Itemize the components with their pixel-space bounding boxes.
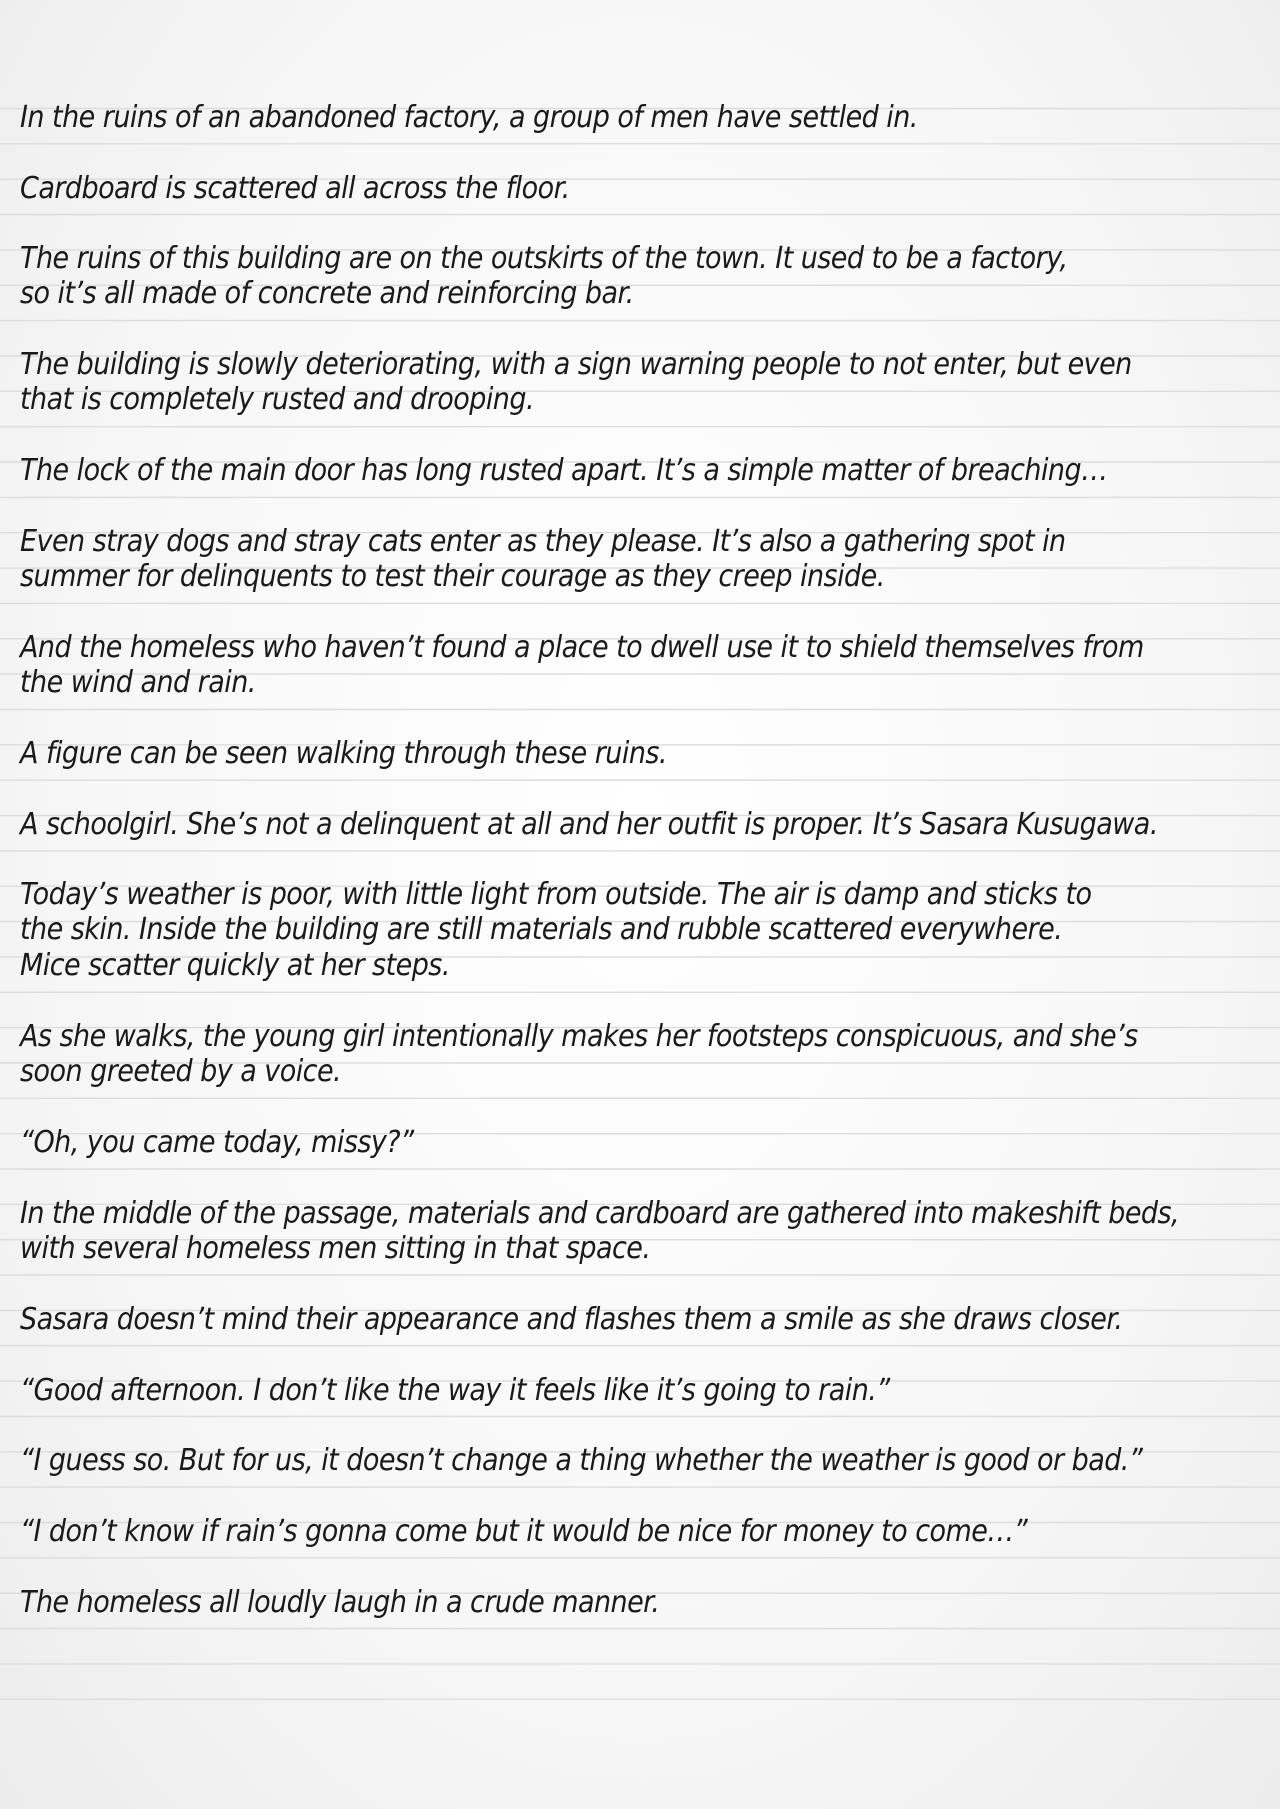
text-line: Cardboard is scattered all across the floor.	[20, 171, 570, 206]
paragraph	[20, 241, 1145, 312]
paragraph	[20, 453, 1145, 488]
text-line: so it’s all made of concrete and reinforcing bar.	[20, 276, 634, 312]
text-line: that is completely rusted and drooping.	[20, 382, 535, 418]
text-line: summer for delinquents to test their courage as they creep inside.	[20, 559, 885, 595]
paragraph	[20, 1125, 1145, 1160]
text-line: with several homeless men sitting in that space.	[20, 1231, 651, 1267]
text-line: A figure can be seen walking through these ruins.	[20, 736, 667, 771]
paragraph	[20, 736, 1145, 771]
text-line: Even stray dogs and stray cats enter as they please. It’s also a gathering spot in	[20, 524, 1066, 559]
paragraph	[20, 1196, 1180, 1267]
paragraph	[20, 347, 1145, 418]
paragraph	[20, 1302, 1145, 1337]
text-line: the wind and rain.	[20, 665, 256, 701]
text-line: The building is slowly deteriorating, with a sign warning people to not enter, but even	[20, 347, 1132, 382]
paragraph	[20, 1514, 1145, 1549]
text-line: soon greeted by a voice.	[20, 1054, 342, 1090]
text-line: “Good afternoon. I don’t like the way it feels like it’s going to rain.”	[20, 1373, 890, 1408]
text-line: Today’s weather is poor, with little light from outside. The air is damp and sticks to	[20, 877, 1092, 912]
text-line: A schoolgirl. She’s not a delinquent at all and her outfit is proper. It’s Sasara Kusugawa.	[20, 807, 1158, 842]
paragraph	[20, 171, 1145, 206]
paragraph	[20, 807, 1158, 842]
paragraph	[20, 524, 1145, 595]
text-line: In the ruins of an abandoned factory, a group of men have settled in.	[20, 100, 918, 135]
text-line: “Oh, you came today, missy?”	[20, 1125, 414, 1160]
paragraph	[20, 100, 1145, 135]
text-line: And the homeless who haven’t found a place to dwell use it to shield themselves from	[20, 630, 1144, 665]
text-line: The homeless all loudly laugh in a crude manner.	[20, 1585, 660, 1620]
text-line: As she walks, the young girl intentionally makes her footsteps conspicuous, and she’s	[20, 1019, 1138, 1054]
paragraph	[20, 630, 1145, 701]
text-line: In the middle of the passage, materials and cardboard are gathered into makeshift beds,	[20, 1196, 1180, 1231]
paragraph	[20, 877, 1145, 983]
text-line: Mice scatter quickly at her steps.	[20, 947, 450, 983]
paragraph	[20, 1373, 1145, 1408]
paragraph	[20, 1443, 1145, 1478]
text-line: “I don’t know if rain’s gonna come but it would be nice for money to come…”	[20, 1514, 1028, 1549]
text-line: the skin. Inside the building are still materials and rubble scattered everywhere.	[20, 912, 1063, 948]
text-line: Sasara doesn’t mind their appearance and flashes them a smile as she draws closer.	[20, 1302, 1123, 1337]
paragraph	[20, 1585, 1145, 1620]
text-line: The lock of the main door has long rusted apart. It’s a simple matter of breaching…	[20, 453, 1108, 488]
text-line: “I guess so. But for us, it doesn’t change a thing whether the weather is good or bad.”	[20, 1443, 1143, 1478]
paragraph	[20, 1019, 1145, 1090]
text-line: The ruins of this building are on the outskirts of the town. It used to be a factory,	[20, 241, 1068, 276]
